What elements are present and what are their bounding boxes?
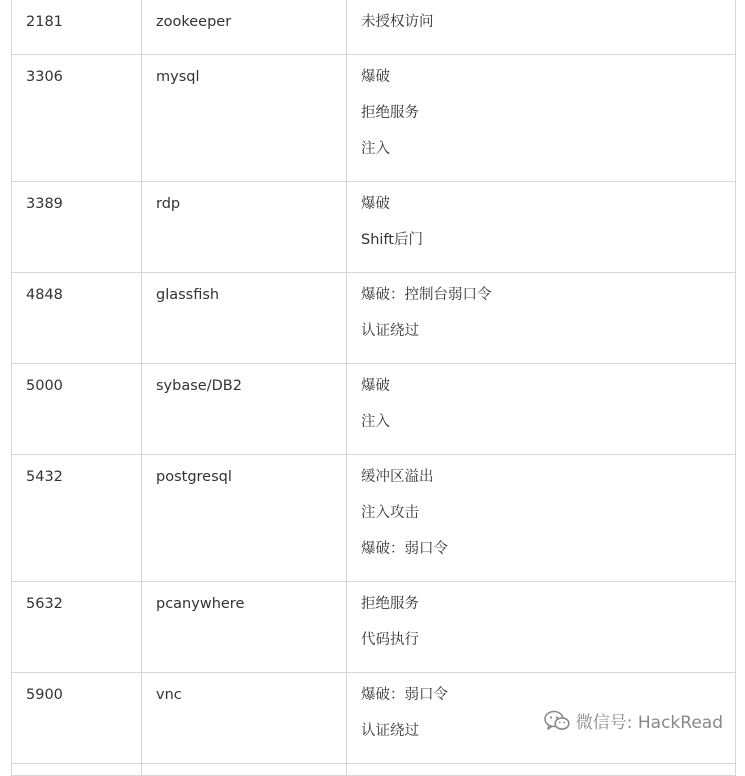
service-cell (142, 55, 347, 182)
port-cell (12, 0, 142, 55)
table-row (12, 364, 736, 455)
service-name: sybase/DB2 (156, 378, 242, 394)
service-cell (142, 0, 347, 55)
service-cell (142, 582, 347, 673)
vuln-item: 爆破：弱口令 (361, 687, 448, 703)
service-name: vnc (156, 687, 182, 703)
vuln-item: 注入 (361, 414, 390, 430)
table-row (12, 55, 736, 182)
service-cell (142, 455, 347, 582)
port-cell (12, 55, 142, 182)
port-vulnerability-table (11, 0, 736, 776)
watermark (544, 708, 723, 733)
table-row (12, 0, 736, 55)
vuln-item: 拒绝服务 (361, 596, 419, 612)
wechat-icon (544, 710, 570, 732)
vuln-item: 爆破 (361, 196, 390, 212)
port-number: 2181 (26, 14, 63, 30)
vuln-item: 拒绝服务 (361, 105, 419, 121)
vuln-cell (347, 182, 736, 273)
table-row-partial (12, 764, 736, 776)
service-name: zookeeper (156, 14, 232, 30)
watermark-text: 微信号: HackRead (575, 713, 723, 733)
service-name: rdp (156, 196, 181, 212)
port-cell (12, 364, 142, 455)
service-name: mysql (156, 69, 200, 85)
port-number: 5432 (26, 469, 63, 485)
service-name: postgresql (156, 469, 232, 485)
vuln-item: 代码执行 (361, 632, 419, 648)
service-cell (142, 764, 347, 776)
port-cell (12, 764, 142, 776)
table-row (12, 182, 736, 273)
vuln-cell (347, 364, 736, 455)
vuln-item: 认证绕过 (361, 323, 419, 339)
service-cell (142, 182, 347, 273)
port-number: 5000 (26, 378, 63, 394)
port-cell (12, 673, 142, 764)
vuln-item: 爆破 (361, 378, 390, 394)
service-name: pcanywhere (156, 596, 245, 612)
vuln-item: 爆破 (361, 69, 390, 85)
table-row (12, 273, 736, 364)
port-cell (12, 455, 142, 582)
vuln-cell (347, 582, 736, 673)
vuln-item: Shift后门 (361, 232, 423, 248)
table-row (12, 582, 736, 673)
vuln-cell (347, 455, 736, 582)
service-cell (142, 273, 347, 364)
table-row (12, 455, 736, 582)
vuln-item: 未授权访问 (361, 14, 434, 30)
vuln-item: 注入 (361, 141, 390, 157)
vuln-item: 认证绕过 (361, 723, 419, 739)
port-number: 3306 (26, 69, 63, 85)
port-number: 3389 (26, 196, 63, 212)
service-cell (142, 673, 347, 764)
port-cell (12, 582, 142, 673)
port-number: 5900 (26, 687, 63, 703)
port-number: 5632 (26, 596, 63, 612)
vuln-item: 注入攻击 (361, 505, 419, 521)
port-cell (12, 182, 142, 273)
vuln-item: 缓冲区溢出 (361, 469, 434, 485)
vuln-cell (347, 273, 736, 364)
vuln-cell (347, 764, 736, 776)
port-cell (12, 273, 142, 364)
vuln-item: 爆破：控制台弱口令 (361, 287, 492, 303)
port-number: 4848 (26, 287, 63, 303)
vuln-cell (347, 55, 736, 182)
vuln-item: 爆破：弱口令 (361, 541, 448, 557)
service-name: glassfish (156, 287, 220, 303)
vuln-cell (347, 0, 736, 55)
service-cell (142, 364, 347, 455)
